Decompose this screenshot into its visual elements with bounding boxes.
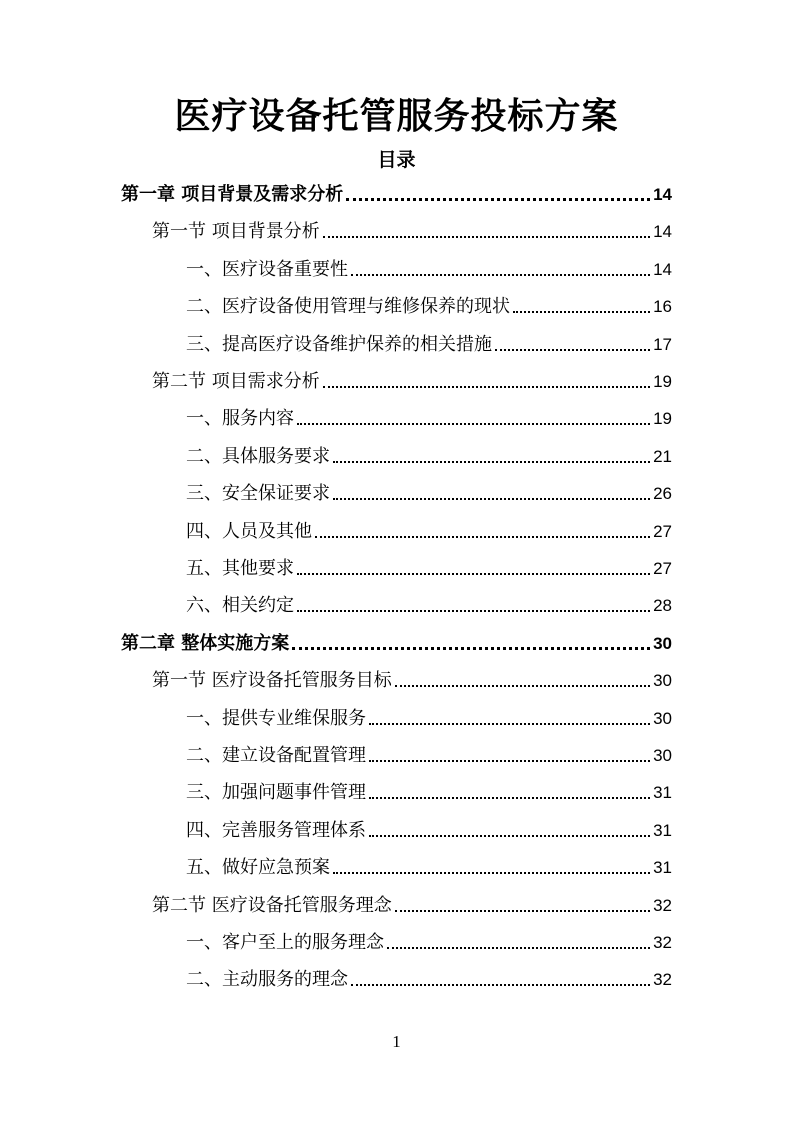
toc-entry-page: 31 [653,821,672,840]
toc-entry-item[interactable] [186,251,672,281]
toc-entry-label: 二、具体服务要求 [186,446,330,467]
toc-entry-page: 31 [653,783,672,802]
toc-entry-label: 五、做好应急预案 [186,857,330,878]
toc-entry-label: 二、医疗设备使用管理与维修保养的现状 [186,296,510,317]
toc-entry-page: 27 [653,559,672,578]
toc-entry-section[interactable] [152,887,672,917]
toc-entry-page: 32 [653,970,672,989]
toc-entry-item[interactable] [186,812,672,842]
toc-entry-label: 四、人员及其他 [186,521,312,542]
toc-dot-leader [297,423,650,425]
toc-entry-item[interactable] [186,475,672,505]
toc-entry-label: 第二章 整体实施方案 [121,633,290,654]
toc-dot-leader [513,311,650,313]
toc-entry-item[interactable] [186,438,672,468]
toc-entry-item[interactable] [186,849,672,879]
toc-entry-label: 第一节 项目背景分析 [152,221,320,242]
toc-entry-item[interactable] [186,924,672,954]
toc-dot-leader [387,947,650,949]
toc-entry-item[interactable] [186,400,672,430]
toc-entry-section[interactable] [152,662,672,692]
toc-dot-leader [297,573,650,575]
toc-entry-page: 32 [653,896,672,915]
toc-entry-label: 第一节 医疗设备托管服务目标 [152,670,392,691]
toc-entry-page: 27 [653,522,672,541]
toc-entry-page: 30 [653,709,672,728]
toc-heading: 目录 [377,149,416,171]
toc-entry-page: 19 [653,409,672,428]
toc-entry-label: 三、提高医疗设备维护保养的相关措施 [186,334,492,355]
document-title: 医疗设备托管服务投标方案 [174,96,619,137]
page-number: 1 [392,1032,401,1051]
toc-entry-item[interactable] [186,326,672,356]
toc-entry-page: 32 [653,933,672,952]
toc-dot-leader [333,872,650,874]
toc-entry-label: 一、医疗设备重要性 [186,259,348,280]
toc-entry-label: 一、提供专业维保服务 [186,708,366,729]
toc-dot-leader [395,685,650,687]
toc-entry-chapter[interactable] [121,176,672,206]
toc-dot-leader [323,236,650,238]
toc-dot-leader [369,760,650,762]
toc-entry-item[interactable] [186,774,672,804]
toc-entry-page: 30 [653,634,672,653]
toc-entry-section[interactable] [152,363,672,393]
toc-entry-item[interactable] [186,587,672,617]
toc-entry-label: 六、相关约定 [186,595,294,616]
toc-entry-item[interactable] [186,961,672,991]
toc-entry-item[interactable] [186,288,672,318]
toc-entry-page: 19 [653,372,672,391]
toc-entry-item[interactable] [186,737,672,767]
toc-dot-leader [315,536,650,538]
toc-entry-label: 二、主动服务的理念 [186,969,348,990]
toc-dot-leader [323,386,650,388]
toc-entry-page: 14 [653,260,672,279]
toc-dot-leader [297,610,650,612]
toc-entry-label: 三、安全保证要求 [186,483,330,504]
toc-entry-label: 三、加强问题事件管理 [186,782,366,803]
toc-entry-label: 一、服务内容 [186,408,294,429]
toc-entry-page: 14 [653,222,672,241]
toc-entry-page: 26 [653,484,672,503]
toc-entry-page: 30 [653,746,672,765]
toc-entry-label: 第二节 医疗设备托管服务理念 [152,895,392,916]
toc-entry-page: 30 [653,671,672,690]
toc-entry-label: 四、完善服务管理体系 [186,820,366,841]
toc-dot-leader [333,461,650,463]
toc-dot-leader [333,498,650,500]
toc-entry-page: 28 [653,596,672,615]
toc-entry-page: 31 [653,858,672,877]
toc-entry-item[interactable] [186,550,672,580]
toc-dot-leader [369,723,650,725]
toc-entry-label: 一、客户至上的服务理念 [186,932,384,953]
toc-dot-leader [351,984,650,986]
toc-dot-leader [395,910,650,912]
toc-entry-chapter[interactable] [121,625,672,655]
toc-dot-leader [495,349,650,351]
toc-dot-leader [369,835,650,837]
toc-dot-leader [292,647,650,650]
toc-entry-label: 五、其他要求 [186,558,294,579]
toc-entry-item[interactable] [186,513,672,543]
toc-entry-page: 16 [653,297,672,316]
toc-entry-label: 第二节 项目需求分析 [152,371,320,392]
toc-dot-leader [346,198,650,201]
toc-entry-page: 21 [653,447,672,466]
toc-entry-label: 二、建立设备配置管理 [186,745,366,766]
toc-entry-page: 17 [653,335,672,354]
toc-entry-item[interactable] [186,700,672,730]
toc-entry-section[interactable] [152,213,672,243]
toc-dot-leader [369,797,650,799]
toc-entry-page: 14 [653,185,672,204]
toc-dot-leader [351,274,650,276]
toc-entry-label: 第一章 项目背景及需求分析 [121,184,344,205]
